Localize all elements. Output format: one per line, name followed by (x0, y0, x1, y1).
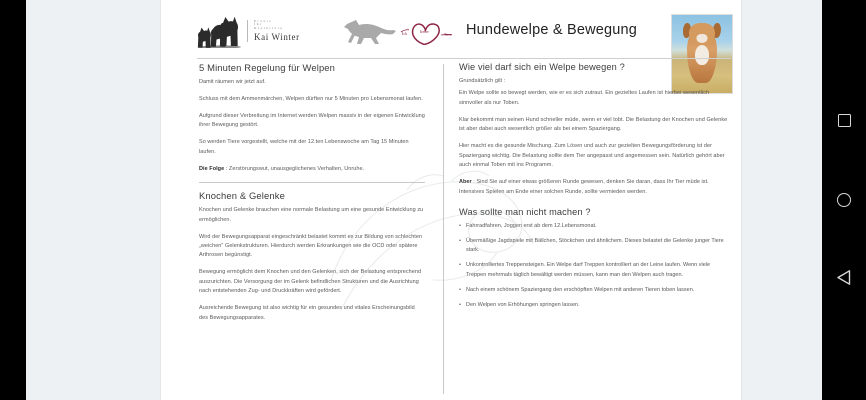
list-item: • Übermäßige Jagdspiele mit Bällchen, Stöckchen und ähnlichem. Dieses belastet die Gelenke junger Tiere stark. (459, 237, 731, 256)
practice-line-2: für (254, 22, 263, 27)
left-s2-paragraph-2: Wird der Bewegungsapparat eingeschränkt belastet kommt es zur Bildung von schlechten „weichen" Gelenkstrukturen. Hierdurch werden Erkrankungen wie die OCD oder spätere Arthrosen begünstigt. (199, 233, 423, 259)
practice-line-1: Praxis (254, 18, 273, 23)
circle-icon (837, 193, 851, 207)
home-button[interactable] (822, 178, 866, 222)
consequence-label: Die Folge (199, 165, 225, 172)
right-column (443, 62, 741, 400)
dont-do-list (459, 222, 731, 310)
left-section-1-heading: 5 Minuten Regelung für Welpen (199, 62, 336, 73)
puppy-snout (697, 34, 708, 43)
right-section-1-heading: Wie viel darf sich ein Welpe bewegen ? (459, 62, 625, 72)
heart-logo-icon (395, 19, 457, 45)
page-title: Hundewelpe & Bewegung (466, 22, 638, 38)
practice-logo (197, 14, 300, 48)
document-body (161, 62, 741, 400)
left-s2-paragraph-4: Ausreichende Bewegung ist also wichtig für ein gesundes und vitales Erscheinungsbild des Bewegungsapparates. (199, 305, 415, 321)
warning-label: Aber (459, 179, 472, 186)
list-item: • Den Welpen von Erhöhungen springen lassen. (459, 301, 731, 310)
header-divider (197, 58, 731, 59)
right-paragraph-2: Klar bekommt man seinen Hund schneller müde, wenn er viel tobt. Die Belastung der Knochen und Gelenke ist aber dabei auch wesentlich größer als bei einem Spaziergang. (459, 116, 728, 133)
square-icon (838, 114, 851, 127)
back-button[interactable] (822, 258, 866, 302)
triangle-back-icon (836, 269, 852, 291)
right-paragraph-1: Ein Welpe sollte so bewegt werden, wie er es sich zutraut. Ein gezieltes Laufen ist hierbei wesentlich sinnvoller als nur Toben. (459, 90, 710, 106)
left-black-bezel (0, 0, 26, 400)
list-item: • Fahrradfahren, Joggen erst ab dem 12.Lebensmonat. (459, 222, 731, 231)
svg-text:Tiere: Tiere (444, 33, 452, 37)
recents-button[interactable] (822, 98, 866, 142)
consequence-line (199, 165, 425, 174)
consequence-text: : Zerstörungswut, unausgeglichenes Verhalten, Unruhe. (224, 165, 365, 172)
document-page[interactable] (161, 0, 741, 400)
right-section-2-heading: Was sollte man nicht machen ? (459, 207, 591, 218)
left-paragraph-1: Damit räumen wir jetzt auf. (199, 79, 266, 85)
list-item: • Nach einem schönem Spaziergang den erschöpften Welpen mit anderen Tieren toben lassen. (459, 286, 731, 295)
list-item: • Unkontrolliertes Treppensteigen. Ein Welpe darf Treppen kontrolliert an der Leine laufen. Wenn viele Treppen mehrmals täglich bewältigt werden müssen, kann man den Welpen auch tragen. (459, 261, 731, 280)
cats-silhouette-icon (197, 14, 243, 48)
left-section-divider (199, 182, 425, 183)
practice-line-3: Kleintiere (254, 25, 284, 30)
right-subheading: Grundsätzlich gilt : (459, 78, 506, 84)
left-column (161, 62, 443, 400)
secondary-logo (343, 18, 457, 46)
left-section-2-heading: Knochen & Gelenke (199, 190, 285, 202)
left-paragraph-2: Schluss mit dem Ammenmärchen, Welpen dürften nur 5 Minuten pro Lebensmonat laufen. (199, 95, 423, 102)
left-s2-paragraph-1: Knochen und Gelenke brauchen eine normale Belastung um eine gesunde Entwicklung zu ermöglichen. (199, 207, 424, 223)
practice-wordmark (247, 20, 300, 43)
practice-name: Kai Winter (254, 31, 300, 42)
right-paragraph-3: Hier macht es die gesunde Mischung. Zum Lösen und auch zur gezielten Bewegungsförderung ist der Spaziergang wichtig. Die Belastung sollte dem Tier angepasst und angemessen sein. Natürlich gehört aber auch einmal Toben mit ins Programm. (459, 143, 725, 169)
warning-line (459, 178, 731, 197)
warning-text: : Sind Sie auf einer etwas größeren Runde gewesen, denken Sie daran, dass Ihr Tier müde ist. Intensives Spielen am Ende einer solchen Runde, sollte vermieden werden. (459, 179, 709, 195)
svg-text:Ich: Ich (402, 31, 408, 36)
running-dog-icon (343, 18, 399, 46)
left-s2-paragraph-3: Bewegung ermöglicht dem Knochen und den Gelenken, sich der Belastung entsprechend auszurichten. Die Versorgung der im Gelenk befindlichen Strukturen und die Ausrichtung nach entstehenden Zug- und Druckkräften wird gefördert. (199, 269, 422, 295)
svg-text:liebe: liebe (420, 29, 429, 34)
left-paragraph-4: So werden Tiere vorgestellt, welche mit der 12.ten Lebenswoche am Tag 15 Minuten laufen. (199, 139, 409, 155)
left-paragraph-3: Aufgrund dieser Verbreitung im Internet werden Welpen massiv in der eigenen Entwicklung ihrer Bewegung gestört. (199, 112, 425, 129)
pdf-viewer-canvas[interactable] (26, 0, 822, 400)
android-navigation-bar (822, 0, 866, 400)
document-header (161, 0, 741, 60)
